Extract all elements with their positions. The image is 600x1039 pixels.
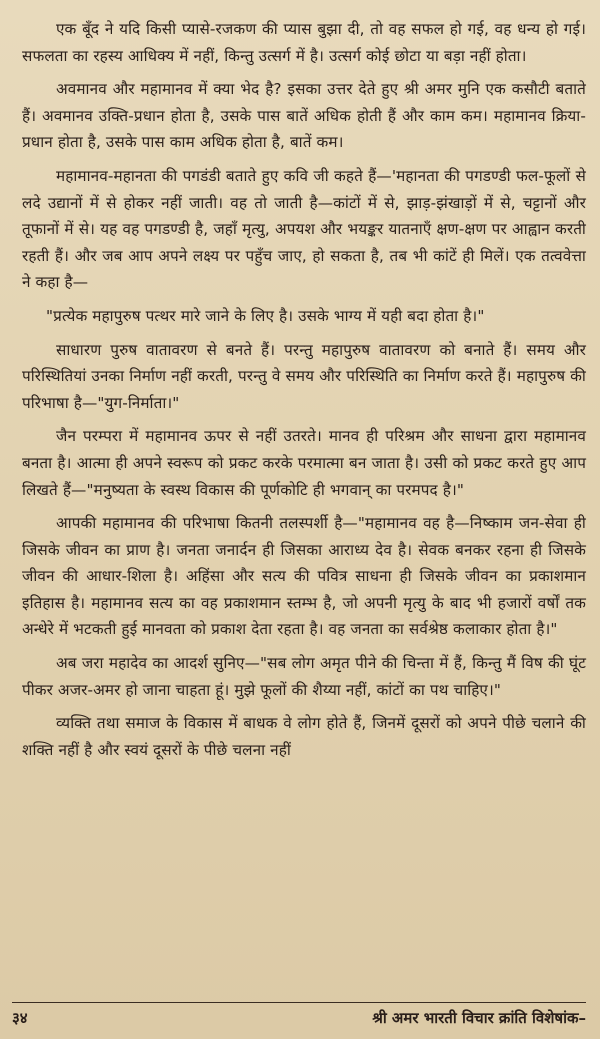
- body-text: [22, 16, 586, 763]
- paragraph-8: अब जरा महादेव का आदर्श सुनिए—"सब लोग अमृत पीने की चिन्ता में हैं, किन्तु मैं विष की घूंट पीकर अजर-अमर हो जाना चाहता हूं। मुझे फूलों की शैय्या नहीं, कांटों का पथ चाहिए।": [22, 654, 586, 699]
- paragraph-1: एक बूँद ने यदि किसी प्यासे-रजकण की प्यास बुझा दी, तो वह सफल हो गई, वह धन्य हो गई। सफलता का रहस्य आधिक्य में नहीं, किन्तु उत्सर्ग में है। उत्सर्ग कोई छोटा या बड़ा नहीं होता।: [22, 20, 586, 65]
- paragraph-5: साधारण पुरुष वातावरण से बनते हैं। परन्तु महापुरुष वातावरण को बनाते हैं। समय और परिस्थितियां उनका निर्माण नहीं करती, परन्तु वे समय और परिस्थिति का निर्माण करते हैं। महापुरुष की परिभाषा है—"युग-निर्माता।": [22, 340, 586, 412]
- paragraph-3: महामानव-महानता की पगडंडी बताते हुए कवि जी कहते हैं—'महानता की पगडण्डी फल-फूलों से लदे उद्यानों में से होकर नहीं जाती। वह तो जाती है—कांटों में से, झाड़-झंखाड़ों में से, चट्टानों और तूफानों में से। यह वह पगडण्डी है, जहाँ मृत्यु, अपयश और भयङ्कर यातनाएँ क्षण-क्षण पर आह्वान करती रहती हैं। और जब आप अपने लक्ष्य पर पहुँच जाए, हो सकता है, तब भी कांटें ही मिलें। एक तत्ववेत्ता ने कहा है—: [22, 166, 586, 292]
- paragraph-9: व्यक्ति तथा समाज के विकास में बाधक वे लोग होते हैं, जिनमें दूसरों को अपने पीछे चलाने की शक्ति नहीं है और स्वयं दूसरों के पीछे चलना नहीं: [22, 714, 586, 759]
- page-number: ३४: [12, 1009, 28, 1027]
- running-title: श्री अमर भारती विचार क्रांति विशेषांक–: [372, 1009, 586, 1027]
- page-footer: [12, 1002, 586, 1033]
- paragraph-2: अवमानव और महामानव में क्या भेद है? इसका उत्तर देते हुए श्री अमर मुनि एक कसौटी बताते हैं। अवमानव उक्ति-प्रधान होता है, उसके पास बातें अधिक होती हैं और काम कम। महामानव क्रिया-प्रधान होता है, उसके पास काम अधिक होता है, बातें कम।: [22, 80, 586, 152]
- paragraph-6: जैन परम्परा में महामानव ऊपर से नहीं उतरते। मानव ही परिश्रम और साधना द्वारा महामानव बनता है। आत्मा ही अपने स्वरूप को प्रकट करके परमात्मा बन जाता है। उसी को प्रकट करते हुए आप लिखते हैं—"मनुष्यता के स्वस्थ विकास की पूर्णकोटि ही भगवान् का परमपद है।": [22, 427, 586, 499]
- paragraph-4-quote: "प्रत्येक महापुरुष पत्थर मारे जाने के लिए है। उसके भाग्य में यही बदा होता है।": [46, 306, 485, 325]
- paragraph-7: आपकी महामानव की परिभाषा कितनी तलस्पर्शी है—"महामानव वह है—निष्काम जन-सेवा ही जिसके जीवन का प्राण है। जनता जनार्दन ही जिसका आराध्य देव है। सेवक बनकर रहना ही जिसके जीवन की आधार-शिला है। अहिंसा और सत्य की पवित्र साधना ही जिसके जीवन का प्रकाशमान इतिहास है। महामानव सत्य का वह प्रकाशमान स्तम्भ है, जो अपनी मृत्यु के बाद भी हजारों वर्षों तक अन्धेरे में भटकती हुई मानवता को प्रकाश देता रहता है। वह जनता का सर्वश्रेष्ठ कलाकार होता है।": [22, 514, 586, 639]
